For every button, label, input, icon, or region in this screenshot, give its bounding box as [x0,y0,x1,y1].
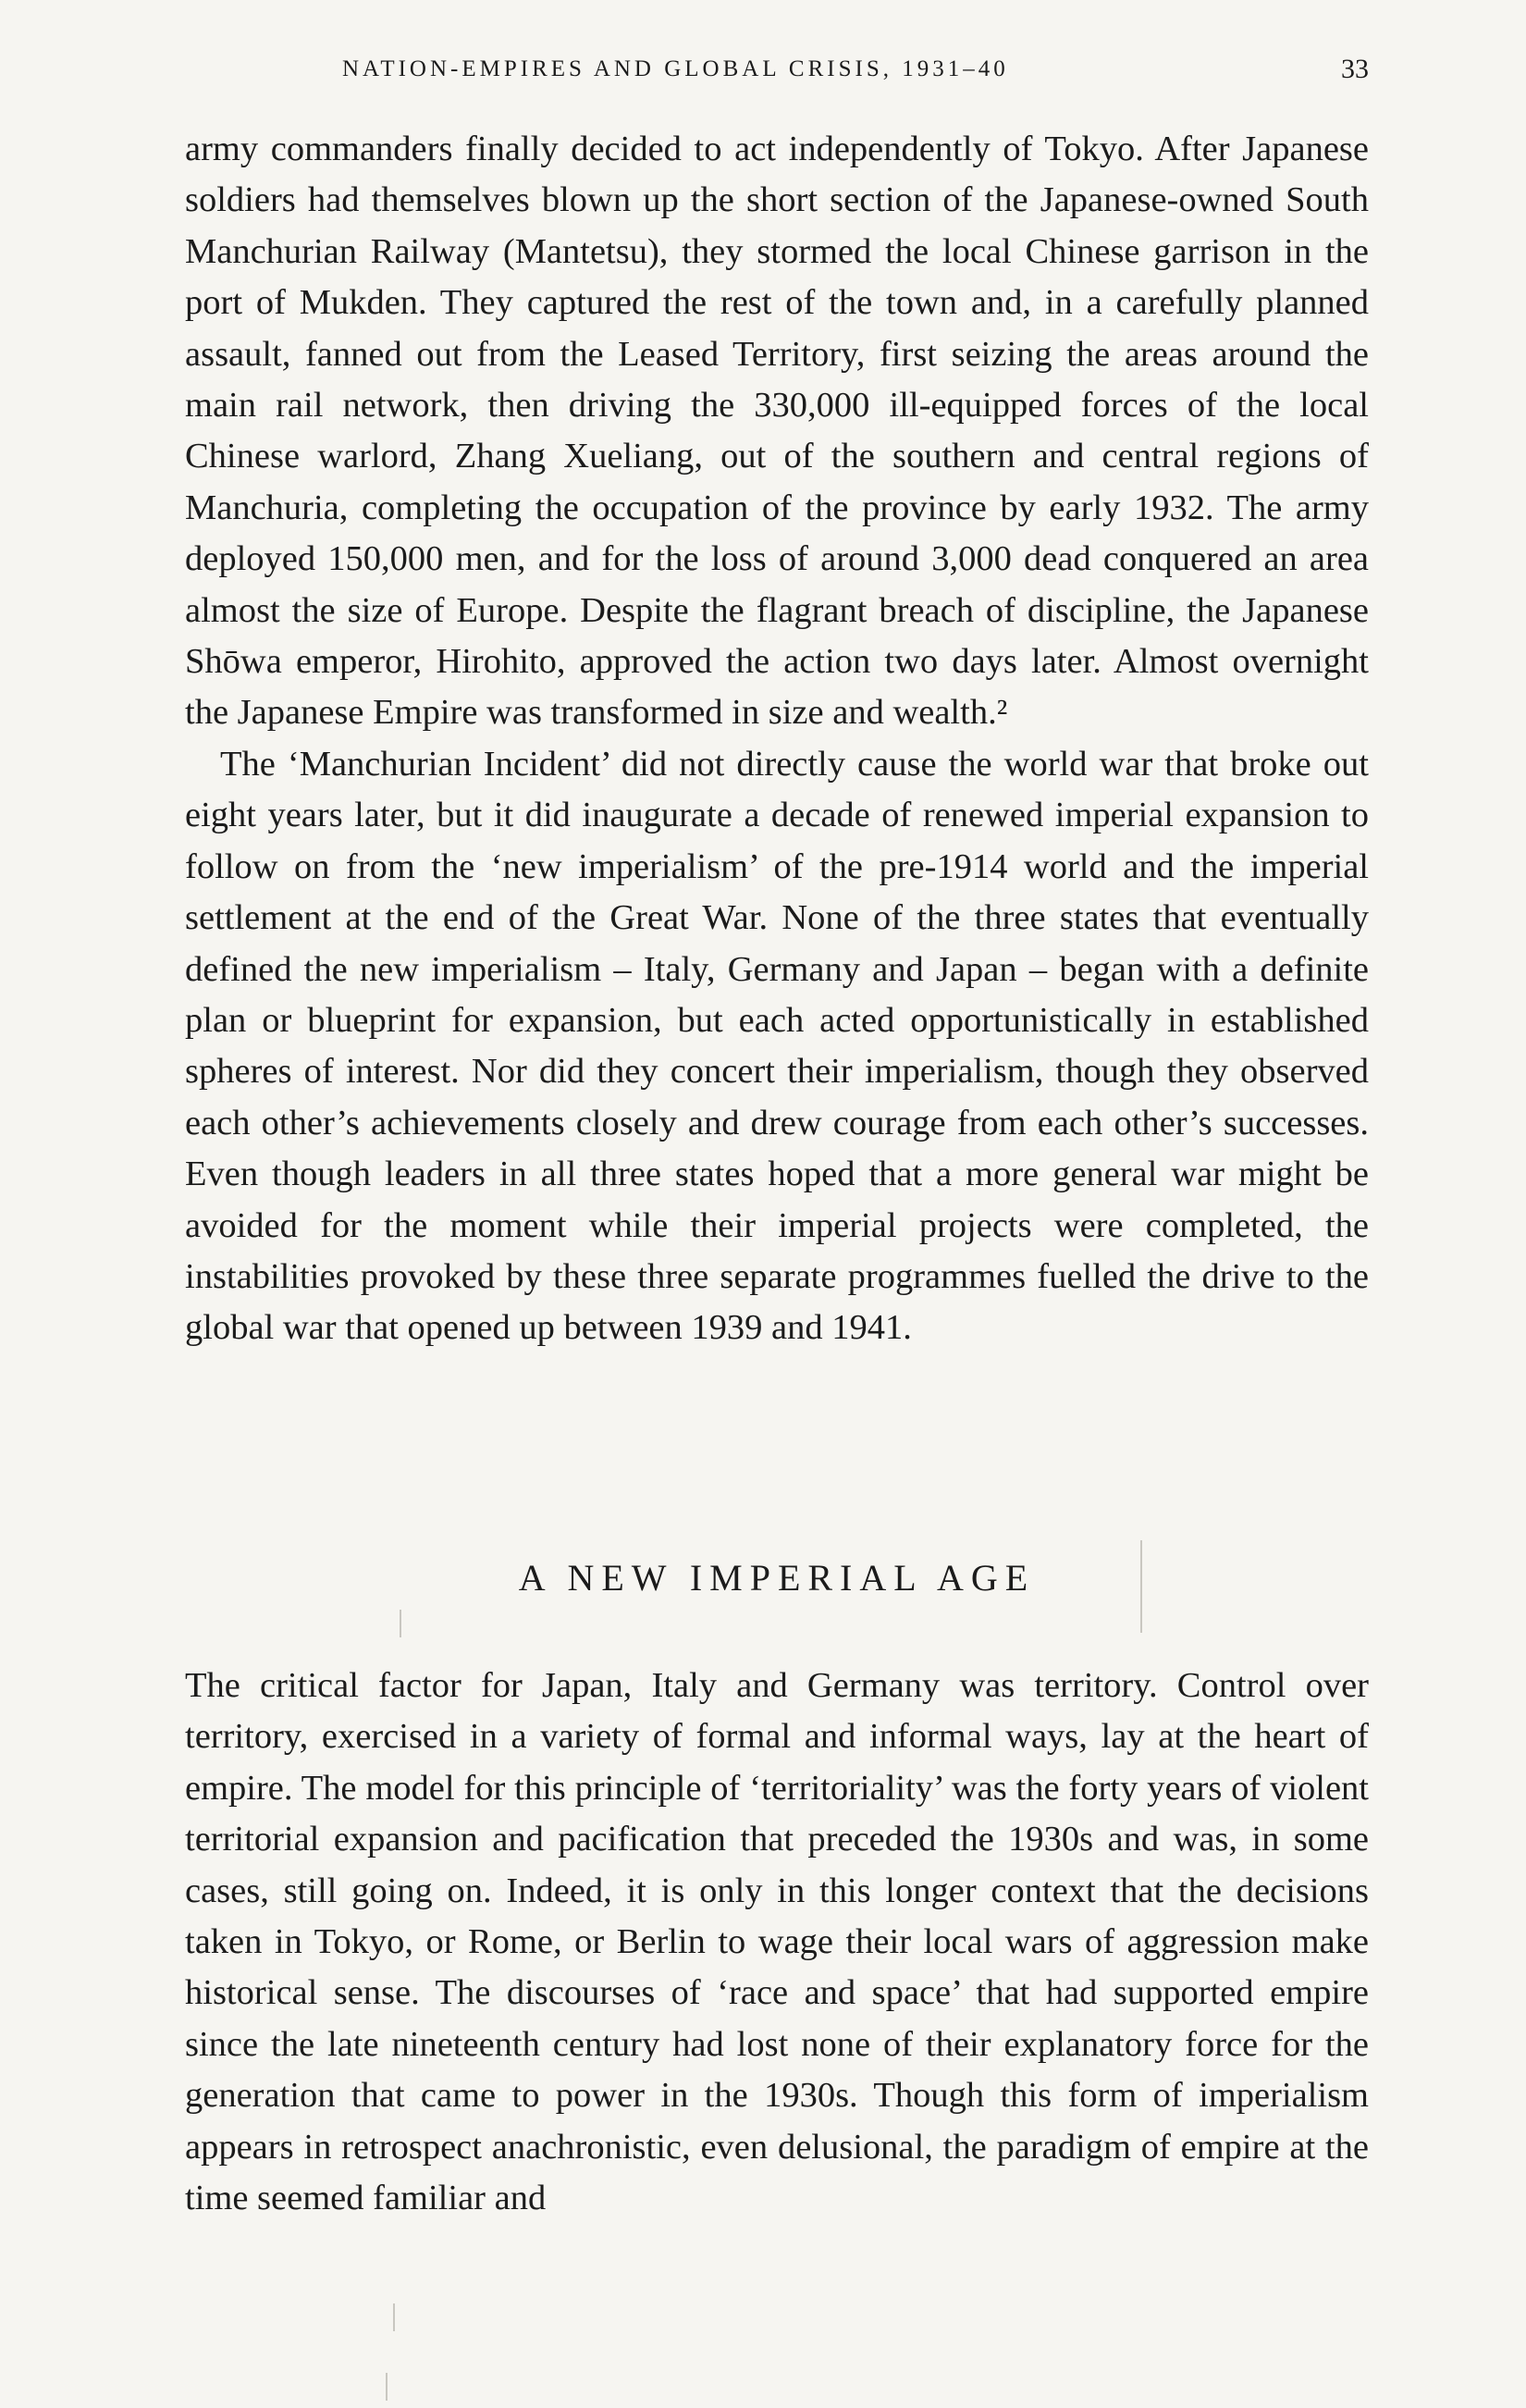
paragraph-manchurian-incident: The ‘Manchurian Incident’ did not directly cause the world war that broke out eight years later, but it did inaugurate a decade of renewed imperial expansion to follow on from the ‘new imperialism’ of the pre-1914 world and the imperial settlement at the end of the Great War. None of the three states that eventually defined the new imperialism – Italy, Germany and Japan – began with a definite plan or blueprint for expansion, but each acted opportunistically in established spheres of interest. Nor did they concert their imperialism, though they observed each other’s achievements closely and drew courage from each other’s successes. Even though leaders in all three states hoped that a more general war might be avoided for the moment while their imperial projects were completed, the instabilities provoked by these three separate programmes fuelled the drive to the global war that opened up between 1939 and 1941. [185,744,1369,1348]
body-text-bottom [185,1661,1369,2224]
running-head [185,51,1369,88]
scan-artifact-line [386,2373,388,2401]
scan-artifact-line [1140,1540,1142,1633]
page-number: 33 [1341,54,1369,84]
running-title: NATION-EMPIRES AND GLOBAL CRISIS, 1931–40 [342,56,1009,81]
section-heading: A NEW IMPERIAL AGE [518,1557,1036,1599]
scan-artifact-line [393,2303,395,2331]
paragraph-territory: The critical factor for Japan, Italy and Germany was territory. Control over territory, exercised in a variety of formal and informal ways, lay at the heart of empire. The model for this principle of ‘territoriality’ was the forty years of violent territorial expansion and pacification that preceded the 1930s and was, in some cases, still going on. Indeed, it is only in this longer context that the decisions taken in Tokyo, or Rome, or Berlin to wage their local wars of aggression make historical sense. The discourses of ‘race and space’ that had supported empire since the late nineteenth century had lost none of their explanatory force for the generation that came to power in the 1930s. Though this form of imperialism appears in retrospect anachronistic, even delusional, the paradigm of empire at the time seemed familiar and [185,1666,1369,2218]
body-text-top [185,124,1369,1354]
scan-artifact-line [400,1610,401,1637]
paragraph-manchuria-invasion: army commanders finally decided to act independently of Tokyo. After Japanese soldiers had themselves blown up the short section of the Japanese-owned South Manchurian Railway (Mantetsu), they stormed the local Chinese garrison in the port of Mukden. They captured the rest of the town and, in a carefully planned assault, fanned out from the Leased Territory, first seizing the areas around the main rail network, then driving the 330,000 ill-equipped forces of the local Chinese warlord, Zhang Xueliang, out of the southern and central regions of Manchuria, completing the occupation of the province by early 1932. The army deployed 150,000 men, and for the loss of around 3,000 dead conquered an area almost the size of Europe. Despite the flagrant breach of discipline, the Japanese Shōwa emperor, Hirohito, approved the action two days later. Almost overnight the Japanese Empire was transformed in size and wealth.² [185,130,1369,733]
